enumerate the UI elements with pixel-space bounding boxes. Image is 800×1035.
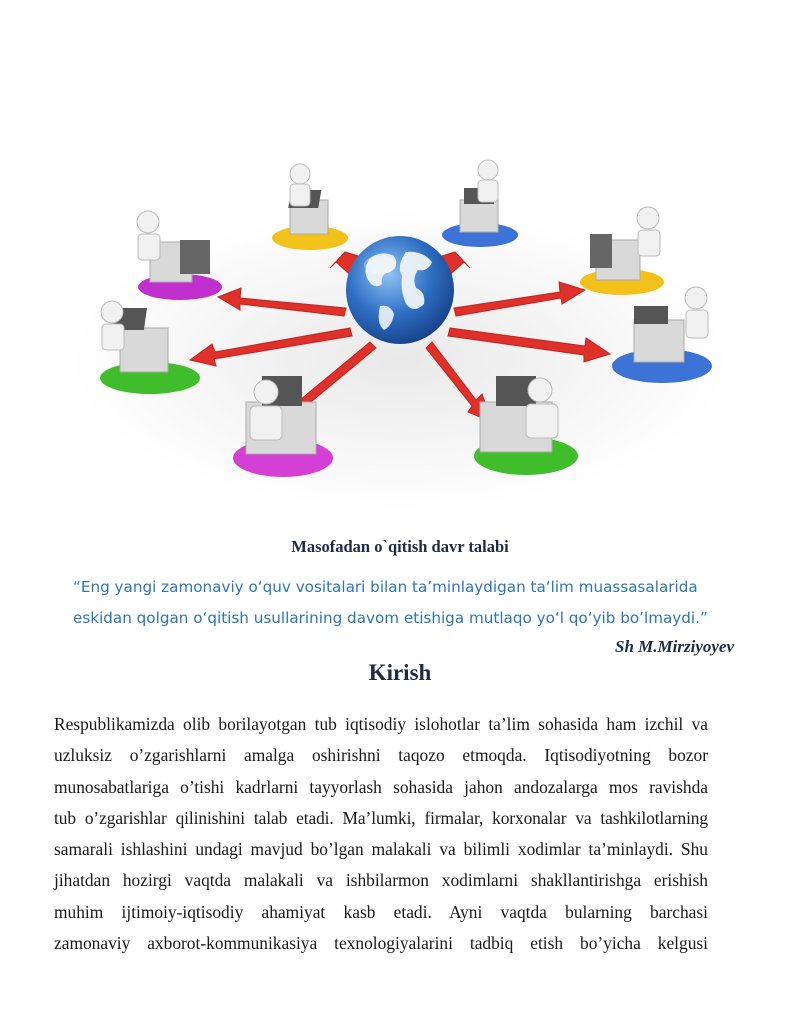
paragraph-line: munosabatlariga o’tishi kadrlarni tayyorlash sohasida jahon andozalarga mos ravishda [54,776,708,797]
paragraph-line: muhim ijtimoiy-iqtisodiy ahamiyat kasb etadi. Ayni vaqtda bularning barchasi [54,901,708,922]
section-heading: Kirish [368,660,432,685]
paragraph-line: tub o’zgarishlar qilinishini talab etadi. Ma’lumki, firmalar, korxonalar va tashkilotlarning [54,807,708,828]
paragraph-line: samarali ishlashini undagi mavjud bo’lgan malakali va bilimli xodimlar ta’minlaydi. Shu [54,839,708,860]
quote-author: Sh M.Mirziyoyev [615,637,734,656]
quote-line-2: eskidan qolgan o‘qitish usullarining davom etishiga mutlaqo yo‘l qo‘yib bo’lmaydi.” [73,609,708,627]
paragraph-line: zamonaviy axborot-kommunikasiya texnologiyalarini tadbiq etish bo’yicha kelgusi [54,933,708,954]
globe-icon [346,236,454,344]
workstation-top-left [272,164,348,250]
workstation-left-upper [137,211,222,300]
workstation-right-upper [580,207,664,295]
body-paragraph [54,709,708,959]
workstation-top-right [442,160,518,247]
figure-caption: Masofadan o`qitish davr talabi [291,537,509,556]
paragraph-line: jihatdan hozirgi vaqtda malakali va ishbilarmon xodimlarni shakllantirishga erishish [54,870,708,891]
quote-line-1: “Eng yangi zamonaviy o‘quv vositalari bilan ta’minlaydigan ta‘lim muassasalarida [73,578,698,596]
paragraph-line: uzluksiz o’zgarishlarni amalga oshirishni taqozo etmoqda. Iqtisodiyotning bozor [54,745,708,766]
paragraph-line: Respublikamizda olib borilayotgan tub iqtisodiy islohotlar ta’lim sohasida ham izchil va [54,714,708,734]
distance-learning-illustration [40,130,760,525]
